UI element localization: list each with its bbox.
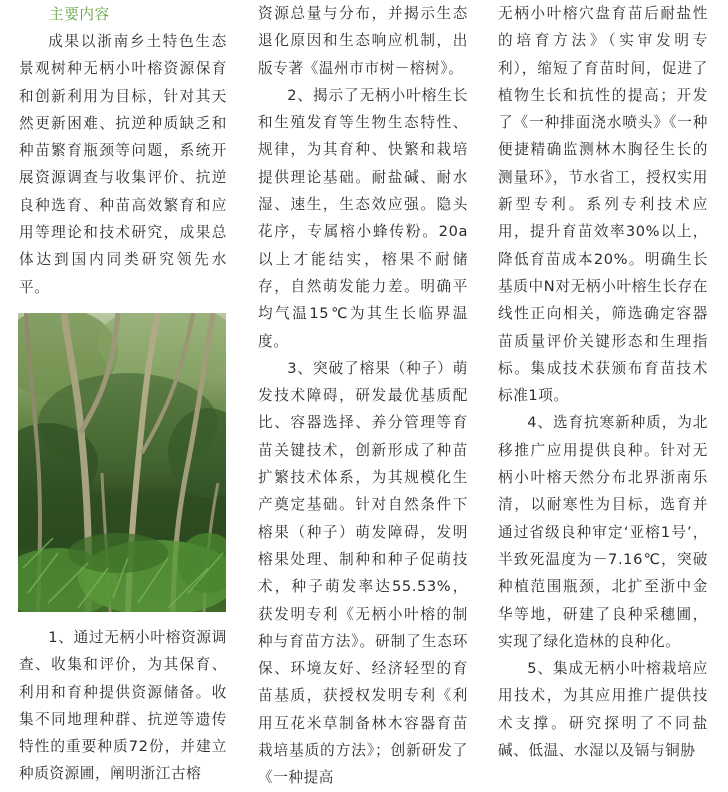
item-3-paragraph: 3、突破了榕果（种子）萌发技术障碍，研发最优基质配比、容器选择、养分管理等育苗关键技术，创新形成了种苗扩繁技术体系，为其规模化生产奠定基础。针对自然条件下榕果（种子）萌发障碍，发明榕果处理、制种和种子促萌技术，种子萌发率达55.53%，获发明专利《无柄小叶榕的制种与育苗方法》。研制了生态环保、环境友好、经济轻型的育苗基质，获授权发明专利《利用互花米草制备林木容器育苗栽培基质的方法》；创新研发了《一种提高 [258,359,468,787]
column-3 [498,0,708,764]
continued-paragraph: 资源总量与分布，并揭示生态退化原因和生态响应机制，出版专著《温州市市树－榕树》。 [258,5,468,77]
item-4-paragraph: 4、选育抗寒新种质，为北移推广应用提供良种。针对无柄小叶榕天然分布北界浙南乐清，以耐寒性为目标，选育并通过省级良种审定‘亚榕1号’，半致死温度为－7.16℃，突破种植范围瓶颈，北扩至浙中金华等地，研建了良种采穗圃，实现了绿化造林的良种化。 [498,414,708,650]
section-heading: 主要内容 [49,6,110,23]
column-2 [258,0,468,792]
item-5-paragraph: 5、集成无柄小叶榕栽培应用技术，为其应用推广提供技术支撑。研究探明了不同盐碱、低温、水湿以及镉与铜胁 [498,660,708,760]
intro-paragraph: 成果以浙南乡土特色生态景观树种无柄小叶榕资源保育和创新利用为目标，针对其天然更新困难、抗逆种质缺乏和种苗繁育瓶颈等问题，系统开展资源调查与收集评价、抗逆良种选育、种苗高效繁育和应用等理论和技术研究，成果总体达到国内同类研究领先水平。 [19,33,227,296]
continued-paragraph: 无柄小叶榕穴盘育苗后耐盐性的培育方法》（实审发明专利），缩短了育苗时间，促进了植物生长和抗性的提高；开发了《一种排面浇水喷头》《一种便捷精确监测林木胸径生长的测量环》，节水省工，授权实用新型专利。系列专利技术应用，提升育苗效率30%以上，降低育苗成本20%。明确生长基质中N对无柄小叶榕生长存在线性正向相关，筛选确定容器苗质量评价关键形态和生理指标。集成技术获颁布育苗技术标准1项。 [498,5,708,405]
item-1-paragraph: 1、通过无柄小叶榕资源调查、收集和评价，为其保育、利用和育种提供资源储备。收集不同地理种群、抗逆等遗传特性的重要种质72份，并建立种质资源圃，阐明浙江古榕 [19,629,227,783]
item-2-paragraph: 2、揭示了无柄小叶榕生长和生殖发育等生物生态特性、规律，为其育种、快繁和栽培提供理论基础。耐盐碱、耐水湿、速生，生态效应强。隐头花序，专属榕小蜂传粉。20a以上才能结实，榕果不耐储存，自然萌发能力差。明确平均气温15℃为其生长临界温度。 [258,86,468,350]
banyan-forest-photo [18,313,226,612]
column-1-lower [19,624,227,788]
column-1 [19,0,227,301]
